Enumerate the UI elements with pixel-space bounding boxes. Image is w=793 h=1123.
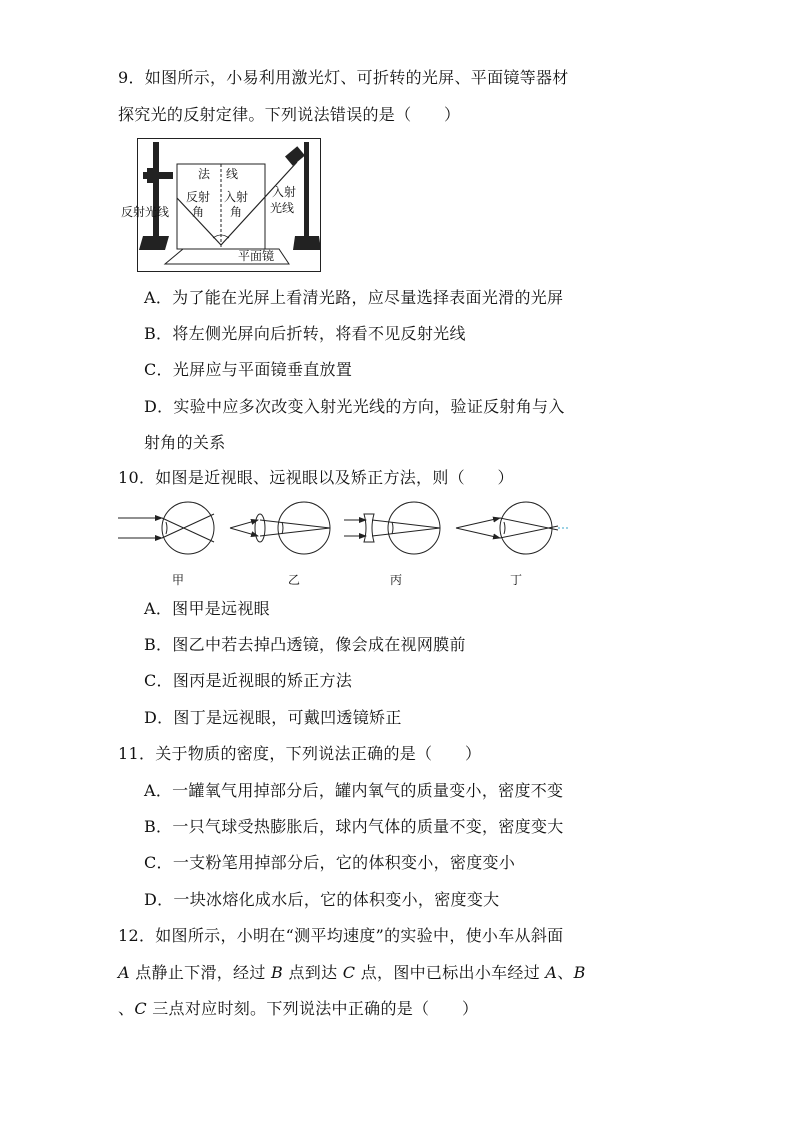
eye-ding xyxy=(456,502,570,587)
q9-option-d-line2: 射角的关系 xyxy=(144,433,226,452)
q12-text: 、 xyxy=(118,999,135,1018)
q9-stem-line2: 探究光的反射定律。下列说法错误的是（ ） xyxy=(118,105,461,124)
q11-option-d: D．一块冰熔化成水后，它的体积变小，密度变大 xyxy=(144,890,500,909)
point-a: A xyxy=(118,963,130,982)
label-normal-right: 线 xyxy=(226,167,239,181)
label-incidence-angle-2: 角 xyxy=(230,205,243,219)
q10-eye-figure xyxy=(118,502,578,590)
q10-option-b: B．图乙中若去掉凸透镜，像会成在视网膜前 xyxy=(144,635,466,654)
q10-stem: 10．如图是近视眼、远视眼以及矫正方法，则（ ） xyxy=(118,468,514,487)
q9-reflection-figure xyxy=(121,138,321,272)
eye-bing xyxy=(344,502,440,587)
q11-option-c: C．一支粉笔用掉部分后，它的体积变小，密度变小 xyxy=(144,853,516,872)
q12-stem-line3 xyxy=(118,998,478,1020)
point-b: B xyxy=(573,963,586,982)
convex-lens xyxy=(255,514,265,542)
point-c: C xyxy=(342,963,356,982)
label-normal-left: 法 xyxy=(198,167,211,181)
q10-option-c: C．图丙是近视眼的矫正方法 xyxy=(144,671,353,690)
q10-option-a: A．图甲是远视眼 xyxy=(144,599,270,618)
q9-option-a: A．为了能在光屏上看清光路，应尽量选择表面光滑的光屏 xyxy=(144,288,564,307)
point-a: A xyxy=(545,963,558,982)
q11-option-a: A．一罐氧气用掉部分后，罐内氧气的质量变小，密度不变 xyxy=(144,781,564,800)
q12-text: 、 xyxy=(557,963,574,982)
label-yi: 乙 xyxy=(288,573,301,587)
q9-option-b: B．将左侧光屏向后折转，将看不见反射光线 xyxy=(144,324,466,343)
q9-option-d-line1: D．实验中应多次改变入射光光线的方向，验证反射角与入 xyxy=(144,397,565,416)
q11-stem: 11．关于物质的密度，下列说法正确的是（ ） xyxy=(118,744,482,763)
q9-option-c: C．光屏应与平面镜垂直放置 xyxy=(144,360,353,379)
label-incident-ray-2: 光线 xyxy=(270,201,295,215)
q9-stem-line1: 9．如图所示，小易利用激光灯、可折转的光屏、平面镜等器材 xyxy=(118,68,569,87)
q12-text: 三点对应时刻。下列说法中正确的是（ ） xyxy=(146,999,479,1018)
q12-text: 点到达 xyxy=(283,963,343,982)
q12-stem-line1: 12．如图所示，小明在“测平均速度”的实验中，使小车从斜面 xyxy=(118,926,564,945)
q10-option-d: D．图丁是远视眼，可戴凹透镜矫正 xyxy=(144,708,402,727)
eye-yi xyxy=(230,502,330,587)
q12-text: 点静止下滑，经过 xyxy=(129,963,272,982)
q12-text: 点，图中已标出小车经过 xyxy=(355,963,546,982)
label-bing: 丙 xyxy=(390,573,403,587)
label-reflection-angle-1: 反射 xyxy=(186,190,211,204)
concave-lens xyxy=(364,514,374,542)
label-incidence-angle-1: 入射 xyxy=(224,190,249,204)
eye-jia xyxy=(118,502,214,587)
label-incident-ray-1: 入射 xyxy=(272,185,297,199)
label-reflection-angle-2: 角 xyxy=(192,205,205,219)
point-c: C xyxy=(134,999,147,1018)
label-plane-mirror: 平面镜 xyxy=(238,249,275,263)
label-reflected-ray: 反射光线 xyxy=(121,205,170,219)
q12-stem-line2 xyxy=(118,962,586,984)
label-ding: 丁 xyxy=(510,573,523,587)
q11-option-b: B．一只气球受热膨胀后，球内气体的质量不变，密度变大 xyxy=(144,817,564,836)
point-b: B xyxy=(271,963,284,982)
label-jia: 甲 xyxy=(172,573,185,587)
